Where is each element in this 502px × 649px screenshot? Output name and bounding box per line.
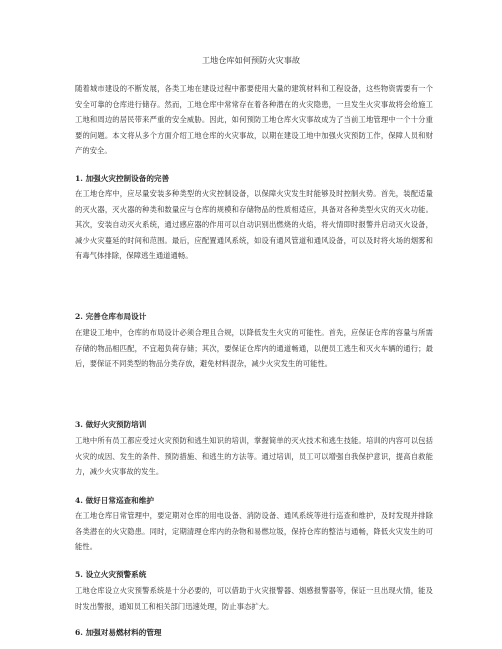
section-body-4: 在工地仓库日常管理中，要定期对仓库的用电设备、消防设备、通风系统等进行巡查和维护，及时发现并排除各类潜在的火灾隐患。同时，定期清理仓库内的杂物和易燃垃圾，保持仓库的整洁与通畅，降低火灾发生的可能性。 xyxy=(75,511,433,552)
section-body-1: 在工地仓库中，应尽量安装多种类型的火灾控制设备，以保障火灾发生时能够及时控制火势。首先，装配适量的灭火器，灭火器的种类和数量应与仓库的规模和存储物品的性质相适应，具备对各种类型火灾的灭火功能。其次，安装自动灭火系统，通过感应器的作用可以自动识别出燃烧的火焰，将火情即时报警并启动灭火设备，减少火灾蔓延的时间和范围。最后，应配置通风系统，如设有通风管道和通风设备，可以及时将火场的烟雾和有毒气体排除，保障逃生通道通畅。 xyxy=(75,189,433,261)
section-body-2: 在建设工地中，仓库的布局设计必须合理且合规，以降低发生火灾的可能性。首先，应保证仓库的容量与所需存储的物品相匹配，不宜超负荷存储；其次，要保证仓库内的通道畅通，以便员工逃生和灭火车辆的通行；最后，要保证不同类型的物品分类存放，避免材料混杂，减少火灾发生的可能性。 xyxy=(75,328,433,369)
section-body-5: 工地仓库设立火灾预警系统是十分必要的，可以借助于火灾报警器、烟感报警器等，保证一旦出现火情，能及时发出警报，通知员工和相关部门迅速处理，防止事态扩大。 xyxy=(75,586,433,611)
section-heading-3: 3. 做好火灾预防培训 xyxy=(75,420,147,429)
section-heading-1: 1. 加强火灾控制设备的完善 xyxy=(75,174,170,183)
section-heading-2: 2. 完善仓库布局设计 xyxy=(75,312,147,321)
section-body-3: 工地中所有员工都应受过火灾预防和逃生知识的培训，掌握简单的灭火技术和逃生技能。培训的内容可以包括火灾的成因、发生的条件、预防措施、和逃生的方法等。通过培训，员工可以增强自我保护意识，提高自救能力，减少火灾事故的发生。 xyxy=(75,436,433,477)
intro-paragraph: 随着城市建设的不断发展，各类工地在建设过程中都要使用大量的建筑材料和工程设备，这些物资需要有一个安全可靠的仓库进行储存。然而，工地仓库中常常存在着各种潜在的火灾隐患，一旦发生火灾事故将会给施工工地和周边的居民带来严重的安全威胁。因此，如何预防工地仓库火灾事故成为了当前工地管理中一个十分重要的问题。本文将从多个方面介绍工地仓库的火灾事故，以期在建设工地中加强火灾预防工作，保障人员和财产的安全。 xyxy=(75,84,433,156)
document-title: 工地仓库如何预防火灾事故 xyxy=(201,55,301,65)
section-heading-5: 5. 设立火灾预警系统 xyxy=(75,570,147,579)
section-heading-6: 6. 加强对易燃材料的管理 xyxy=(75,628,162,637)
section-heading-4: 4. 做好日常巡查和维护 xyxy=(75,496,154,505)
